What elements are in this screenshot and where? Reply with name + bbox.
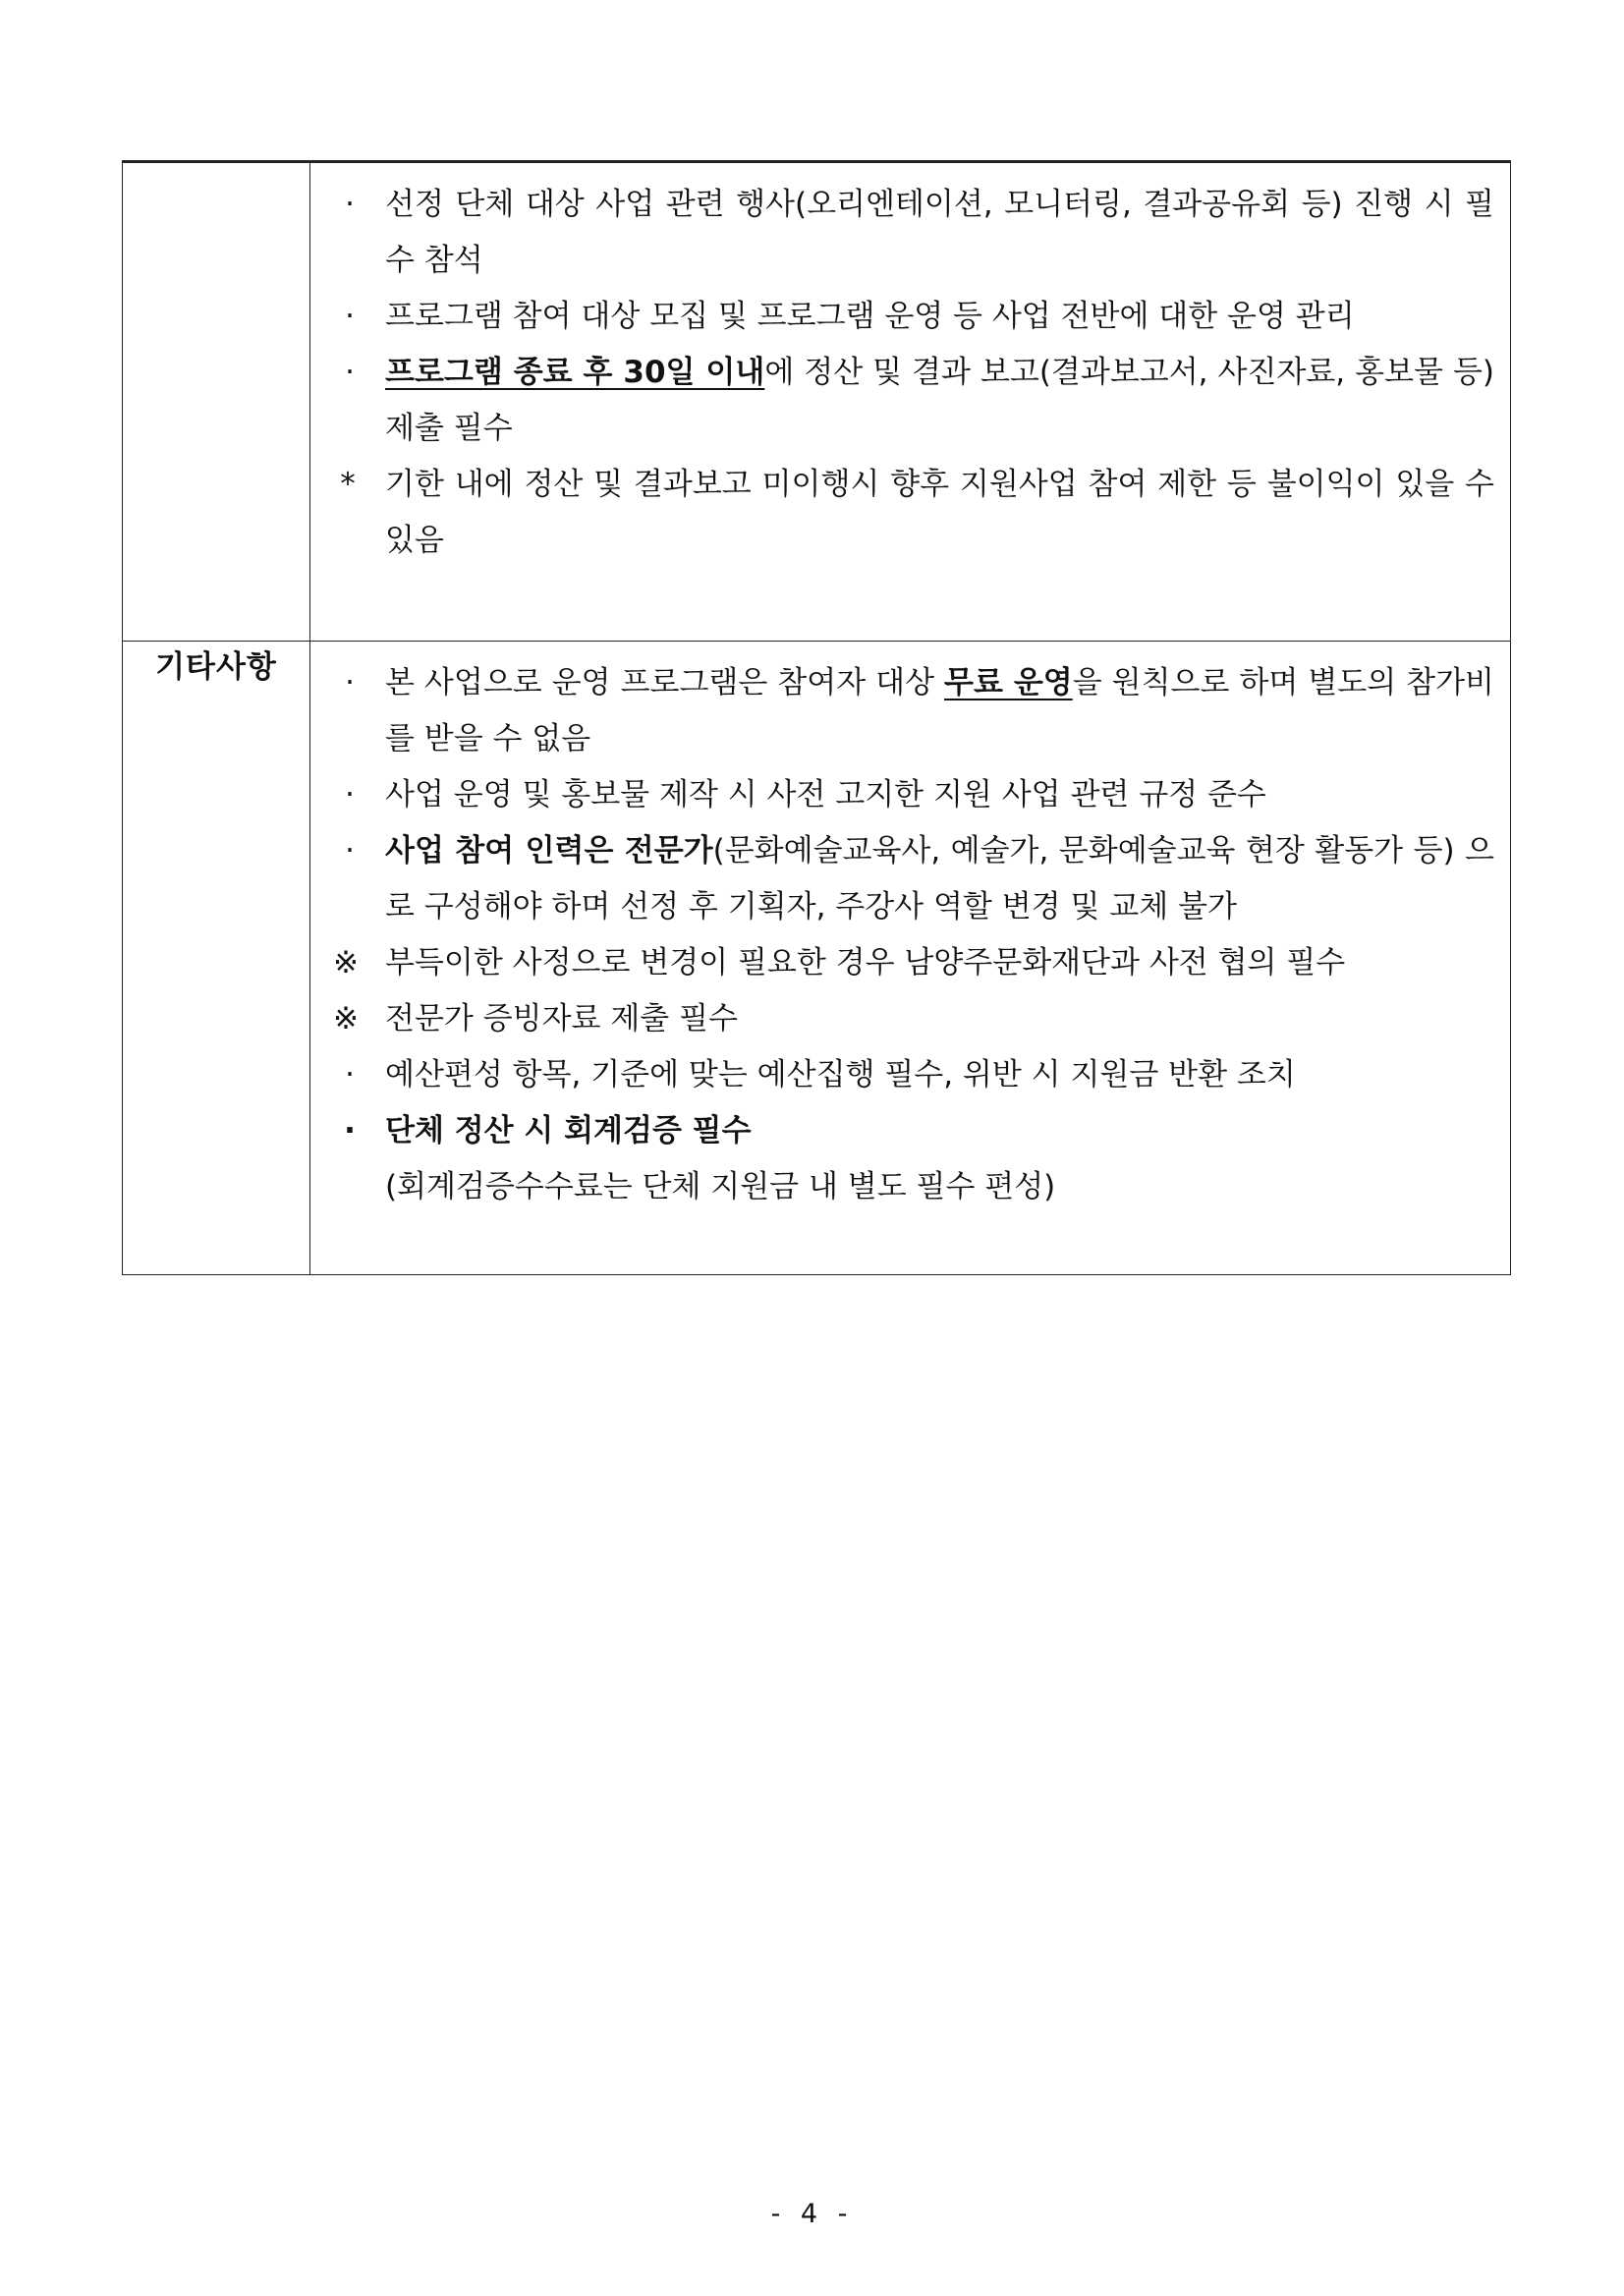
list-item-note	[326, 935, 1494, 991]
asterisk-mark: *	[340, 467, 356, 502]
row-content	[310, 162, 1511, 642]
list-item	[326, 1103, 1494, 1159]
bullet-mark: ·	[345, 833, 355, 868]
list-item	[326, 289, 1494, 345]
bullet-mark: ·	[345, 665, 355, 700]
item-text: 부득이한 사정으로 변경이 필요한 경우 남양주문화재단과 사전 협의 필수	[385, 945, 1346, 980]
item-text: 에 정산 및 결과 보고(결과보고서, 사진자료, 홍보물 등) 제출 필수	[385, 355, 1494, 446]
table-row	[123, 162, 1511, 642]
table-row	[123, 642, 1511, 1275]
item-text: 선정 단체 대상 사업 관련 행사(오리엔테이션, 모니터링, 결과공유회 등) 진행 시 필수 참석	[385, 187, 1494, 278]
item-text: 을 원칙으로 하며 별도의 참가비를 받을 수 없음	[385, 665, 1494, 756]
emphasis-text: 무료 운영	[944, 665, 1073, 700]
bullet-mark: ·	[344, 1113, 356, 1148]
emphasis-text: 단체 정산 시 회계검증 필수	[385, 1113, 752, 1148]
requirements-table	[122, 160, 1511, 1275]
item-text: 프로그램 참여 대상 모집 및 프로그램 운영 등 사업 전반에 대한 운영 관리	[385, 299, 1355, 334]
list-item	[326, 1047, 1494, 1103]
page-number: - 4 -	[770, 2199, 854, 2229]
list-item-note	[326, 991, 1494, 1047]
item-text: (회계검증수수료는 단체 지원금 내 별도 필수 편성)	[385, 1169, 1056, 1204]
item-text: 예산편성 항목, 기준에 맞는 예산집행 필수, 위반 시 지원금 반환 조치	[385, 1057, 1296, 1092]
bullet-mark: ·	[345, 187, 355, 222]
list-item	[326, 655, 1494, 767]
list-item	[326, 823, 1494, 935]
reference-mark: ※	[333, 1001, 359, 1036]
bullet-mark: ·	[345, 777, 355, 812]
list-item	[326, 767, 1494, 823]
reference-mark: ※	[333, 945, 359, 980]
row-label: 기타사항	[123, 642, 310, 1275]
emphasis-text: 프로그램 종료 후 30일 이내	[385, 355, 765, 390]
item-text: 전문가 증빙자료 제출 필수	[385, 1001, 738, 1036]
item-text: 기한 내에 정산 및 결과보고 미이행시 향후 지원사업 참여 제한 등 불이익이 있을 수 있음	[385, 467, 1494, 558]
bullet-mark: ·	[345, 1057, 355, 1092]
list-item	[326, 177, 1494, 289]
emphasis-text: 사업 참여 인력은 전문가	[385, 833, 713, 868]
item-text: (문화예술교육사, 예술가, 문화예술교육 현장 활동가 등) 으로 구성해야 하며 선정 후 기획자, 주강사 역할 변경 및 교체 불가	[385, 833, 1495, 924]
row-content	[310, 642, 1511, 1275]
item-text: 본 사업으로 운영 프로그램은 참여자 대상	[385, 665, 945, 700]
list-item	[326, 345, 1494, 457]
row-label-empty	[123, 162, 310, 642]
list-item-note	[326, 457, 1494, 569]
bullet-mark: ·	[345, 355, 355, 390]
item-text: 사업 운영 및 홍보물 제작 시 사전 고지한 지원 사업 관련 규정 준수	[385, 777, 1266, 812]
bullet-mark: ·	[345, 299, 355, 334]
list-item-continuation	[326, 1159, 1494, 1215]
